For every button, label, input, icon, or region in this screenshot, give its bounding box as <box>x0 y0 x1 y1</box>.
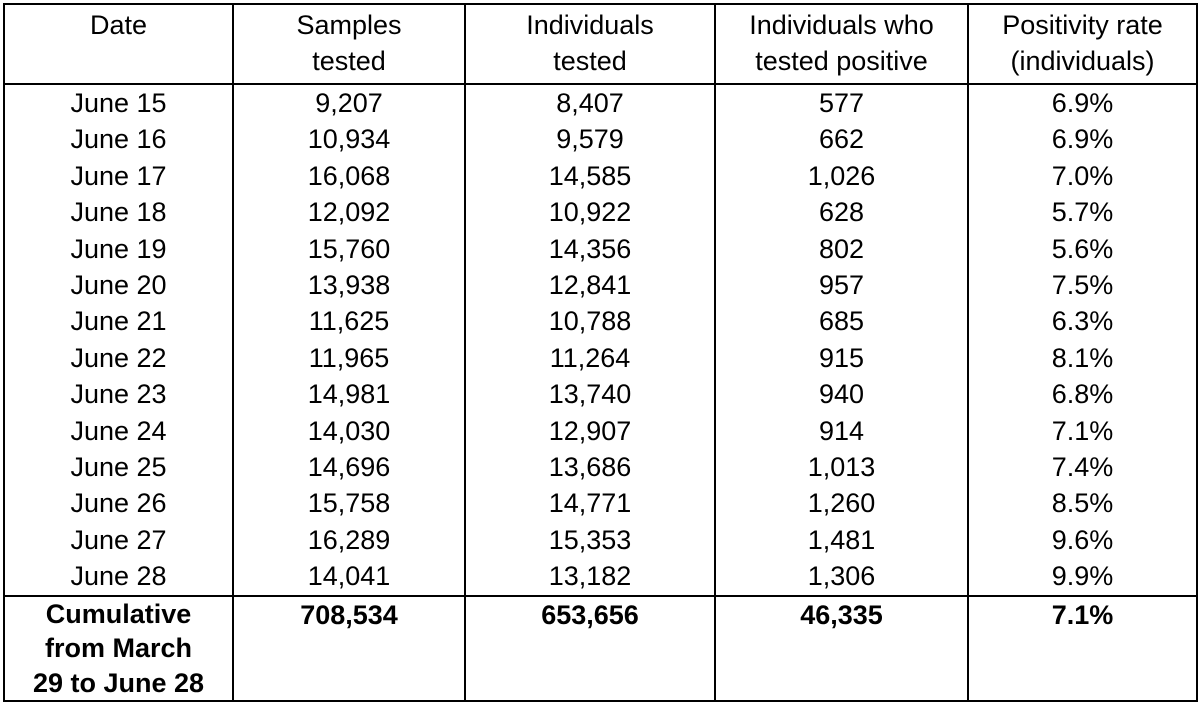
samples-tested-cell: 11,625 <box>233 303 465 339</box>
table-row <box>4 522 1197 558</box>
date-cell: June 24 <box>4 413 233 449</box>
header-row <box>4 4 1197 84</box>
date-cell: June 15 <box>4 84 233 121</box>
header-samples-line-2: tested <box>312 46 386 76</box>
samples-tested-cell: 15,758 <box>233 485 465 521</box>
positivity-rate-cell: 5.6% <box>968 231 1197 267</box>
positivity-rate-cell: 6.9% <box>968 84 1197 121</box>
header-date <box>4 4 233 84</box>
samples-tested-cell: 10,934 <box>233 121 465 157</box>
samples-tested-cell: 14,030 <box>233 413 465 449</box>
individuals-tested-cell: 14,356 <box>465 231 715 267</box>
samples-tested-cell: 15,760 <box>233 231 465 267</box>
individuals-tested-cell: 12,907 <box>465 413 715 449</box>
header-tested-positive <box>715 4 968 84</box>
tested-positive-cell: 914 <box>715 413 968 449</box>
date-cell: June 23 <box>4 376 233 412</box>
testing-results-table <box>3 3 1198 702</box>
table-row <box>4 158 1197 194</box>
positivity-rate-cell: 6.3% <box>968 303 1197 339</box>
individuals-tested-cell: 15,353 <box>465 522 715 558</box>
header-samples-line-1: Samples <box>296 10 402 40</box>
table-row <box>4 231 1197 267</box>
table-row <box>4 84 1197 121</box>
tested-positive-cell: 628 <box>715 194 968 230</box>
positivity-rate-cell: 7.5% <box>968 267 1197 303</box>
positivity-rate-cell: 6.8% <box>968 376 1197 412</box>
tested-positive-cell: 915 <box>715 340 968 376</box>
header-positive-line-2: tested positive <box>755 46 928 76</box>
positivity-rate-cell: 8.5% <box>968 485 1197 521</box>
tested-positive-cell: 957 <box>715 267 968 303</box>
cumulative-label-line-2: from March <box>44 633 193 664</box>
positivity-rate-cell: 7.0% <box>968 158 1197 194</box>
date-cell: June 18 <box>4 194 233 230</box>
tested-positive-cell: 1,260 <box>715 485 968 521</box>
date-cell: June 19 <box>4 231 233 267</box>
header-rate-line-2: (individuals) <box>1010 46 1155 76</box>
table-row <box>4 558 1197 595</box>
cumulative-total-row <box>4 596 1197 702</box>
table-row <box>4 449 1197 485</box>
positivity-rate-cell: 9.6% <box>968 522 1197 558</box>
header-individuals-tested <box>465 4 715 84</box>
samples-tested-cell: 12,092 <box>233 194 465 230</box>
tested-positive-cell: 1,481 <box>715 522 968 558</box>
header-individuals-line-2: tested <box>553 46 627 76</box>
date-cell: June 28 <box>4 558 233 595</box>
samples-tested-cell: 14,981 <box>233 376 465 412</box>
positivity-rate-cell: 8.1% <box>968 340 1197 376</box>
date-cell: June 20 <box>4 267 233 303</box>
table-row <box>4 303 1197 339</box>
individuals-tested-cell: 12,841 <box>465 267 715 303</box>
table-row <box>4 485 1197 521</box>
cumulative-positivity-rate: 7.1% <box>968 596 1197 702</box>
header-positive-line-1: Individuals who <box>749 10 934 40</box>
tested-positive-cell: 662 <box>715 121 968 157</box>
cumulative-label-line-3: 29 to June 28 <box>32 667 205 698</box>
positivity-rate-cell: 9.9% <box>968 558 1197 595</box>
individuals-tested-cell: 14,585 <box>465 158 715 194</box>
individuals-tested-cell: 11,264 <box>465 340 715 376</box>
table-row <box>4 413 1197 449</box>
header-individuals-line-1: Individuals <box>526 10 654 40</box>
tested-positive-cell: 685 <box>715 303 968 339</box>
header-samples-tested <box>233 4 465 84</box>
samples-tested-cell: 11,965 <box>233 340 465 376</box>
positivity-rate-cell: 5.7% <box>968 194 1197 230</box>
tested-positive-cell: 577 <box>715 84 968 121</box>
date-cell: June 22 <box>4 340 233 376</box>
table-row <box>4 121 1197 157</box>
individuals-tested-cell: 13,686 <box>465 449 715 485</box>
positivity-rate-cell: 7.1% <box>968 413 1197 449</box>
table-row <box>4 376 1197 412</box>
cumulative-label <box>4 596 233 702</box>
individuals-tested-cell: 13,740 <box>465 376 715 412</box>
individuals-tested-cell: 14,771 <box>465 485 715 521</box>
samples-tested-cell: 16,289 <box>233 522 465 558</box>
cumulative-individuals-tested: 653,656 <box>465 596 715 702</box>
cumulative-tested-positive: 46,335 <box>715 596 968 702</box>
samples-tested-cell: 9,207 <box>233 84 465 121</box>
tested-positive-cell: 1,306 <box>715 558 968 595</box>
individuals-tested-cell: 13,182 <box>465 558 715 595</box>
tested-positive-cell: 1,013 <box>715 449 968 485</box>
date-cell: June 16 <box>4 121 233 157</box>
samples-tested-cell: 16,068 <box>233 158 465 194</box>
header-date-line-1: Date <box>89 10 148 40</box>
tested-positive-cell: 802 <box>715 231 968 267</box>
tested-positive-cell: 1,026 <box>715 158 968 194</box>
samples-tested-cell: 13,938 <box>233 267 465 303</box>
date-cell: June 25 <box>4 449 233 485</box>
header-rate-line-1: Positivity rate <box>1002 10 1163 40</box>
header-positivity-rate <box>968 4 1197 84</box>
samples-tested-cell: 14,041 <box>233 558 465 595</box>
individuals-tested-cell: 10,788 <box>465 303 715 339</box>
cumulative-samples-tested: 708,534 <box>233 596 465 702</box>
date-cell: June 17 <box>4 158 233 194</box>
individuals-tested-cell: 9,579 <box>465 121 715 157</box>
tested-positive-cell: 940 <box>715 376 968 412</box>
date-cell: June 27 <box>4 522 233 558</box>
positivity-rate-cell: 7.4% <box>968 449 1197 485</box>
table-row <box>4 340 1197 376</box>
samples-tested-cell: 14,696 <box>233 449 465 485</box>
date-cell: June 26 <box>4 485 233 521</box>
cumulative-label-line-1: Cumulative <box>45 598 192 629</box>
individuals-tested-cell: 10,922 <box>465 194 715 230</box>
table-row <box>4 194 1197 230</box>
table-body <box>4 84 1197 701</box>
table-row <box>4 267 1197 303</box>
individuals-tested-cell: 8,407 <box>465 84 715 121</box>
positivity-rate-cell: 6.9% <box>968 121 1197 157</box>
date-cell: June 21 <box>4 303 233 339</box>
